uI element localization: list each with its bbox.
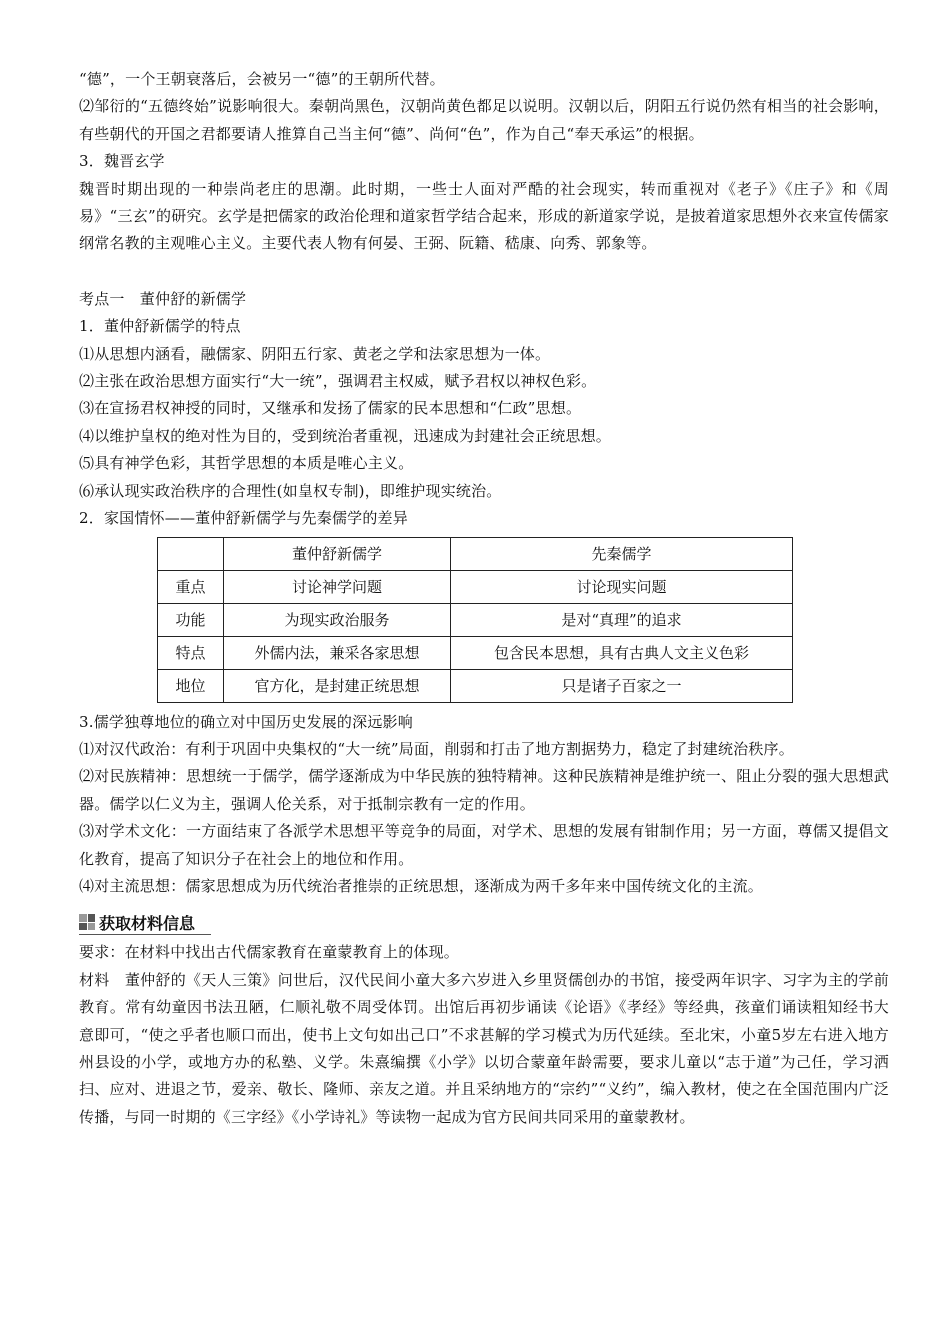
table-cell: 重点 xyxy=(158,570,224,603)
material-text: 材料 董仲舒的《天人三策》问世后，汉代民间小童大多六岁进入乡里贤儒创办的书馆，接受两年识字、习字为主的学前教育。常有幼童因书法丑陋，仁顺礼敬不周受体罚。出馆后再初步诵读《论语》《孝经》等经典，孩童们诵读粗知经书大意即可，“使之乎者也顺口而出，使书上文句如出己口”不求甚解的学习模式为历代延续。至北宋，小童5岁左右进入地方州县设的小学，或地方办的私塾、义学。朱熹编撰《小学》以切合蒙童年龄需要，要求儿童以“志于道”为己任，学习洒扫、应对、进退之节，爱亲、敬长、隆师、亲友之道。并且采纳地方的“宗约”“义约”，编入教材，使之在全国范围内广泛传播，与同一时期的《三字经》《小学诗礼》等读物一起成为官方民间共同采用的童蒙教材。 xyxy=(79,970,889,1126)
square-bullet-icon xyxy=(79,914,95,930)
paragraph: “德”，一个王朝衰落后，会被另一“德”的王朝所代替。 xyxy=(79,70,445,88)
paragraph: ⑵邹衍的“五德终始”说影响很大。秦朝尚黑色，汉朝尚黄色都足以说明。汉朝以后，阴阳五行说仍然有相当的社会影响，有些朝代的开国之君都要请人推算自己当主何“德”、尚何“色”，作为自己“奉天承运”的根据。 xyxy=(79,97,889,143)
table-cell: 是对“真理”的追求 xyxy=(451,603,793,636)
list-item: ⑹承认现实政治秩序的合理性(如皇权专制)，即维护现实统治。 xyxy=(79,481,502,500)
list-item: ⑵主张在政治思想方面实行“大一统”，强调君主权威，赋予君权以神权色彩。 xyxy=(79,372,597,391)
table-cell: 外儒内法，兼采各家思想 xyxy=(224,636,451,669)
list-item: ⑶在宣扬君权神授的同时，又继承和发扬了儒家的民本思想和“仁政”思想。 xyxy=(79,399,582,418)
table-cell: 为现实政治服务 xyxy=(224,603,451,636)
table-cell: 包含民本思想，具有古典人文主义色彩 xyxy=(451,636,793,669)
spacer xyxy=(79,258,889,286)
paragraph: 魏晋时期出现的一种崇尚老庄的思潮。此时期，一些士人面对严酷的社会现实，转而重视对《老子》《庄子》和《周易》“三玄”的研究。玄学是把儒家的政治伦理和道家哲学结合起来，形成的新道家学说，是披着道家思想外衣来宣传儒家纲常名教的主观唯心主义。主要代表人物有何晏、王弼、阮籍、嵇康、向秀、郭象等。 xyxy=(79,179,889,253)
list-item: ⑶对学术文化：一方面结束了各派学术思想平等竞争的局面，对学术、思想的发展有钳制作用；另一方面，尊儒又提倡文化教育，提高了知识分子在社会上的地位和作用。 xyxy=(79,822,889,868)
list-item: ⑴从思想内涵看，融儒家、阴阳五行家、黄老之学和法家思想为一体。 xyxy=(79,344,551,363)
table-row xyxy=(158,636,793,669)
section-title: 考点一 董仲舒的新儒学 xyxy=(79,289,247,308)
table-header-cell xyxy=(158,537,224,570)
table-cell: 特点 xyxy=(158,636,224,669)
table-cell: 地位 xyxy=(158,669,224,702)
table-row xyxy=(158,603,793,636)
subsection-title: 3.儒学独尊地位的确立对中国历史发展的深远影响 xyxy=(79,712,413,731)
requirement-text: 要求：在材料中找出古代儒家教育在童蒙教育上的体现。 xyxy=(79,943,460,962)
material-heading xyxy=(79,910,211,935)
subsection-title: 1．董仲舒新儒学的特点 xyxy=(79,317,241,336)
list-item: ⑴对汉代政治：有利于巩固中央集权的“大一统”局面，削弱和打击了地方割据势力，稳定了封建统治秩序。 xyxy=(79,739,794,758)
table-cell: 功能 xyxy=(158,603,224,636)
table-header-cell: 董仲舒新儒学 xyxy=(224,537,451,570)
table-row xyxy=(158,669,793,702)
comparison-table xyxy=(157,537,793,703)
table-header-cell: 先秦儒学 xyxy=(451,537,793,570)
document-page xyxy=(79,66,889,1131)
paragraph: 3．魏晋玄学 xyxy=(79,152,165,171)
table-cell: 讨论现实问题 xyxy=(451,570,793,603)
material-heading-label: 获取材料信息 xyxy=(99,913,196,933)
list-item: ⑷以维护皇权的绝对性为目的，受到统治者重视，迅速成为封建社会正统思想。 xyxy=(79,426,612,445)
subsection-title: 2．家国情怀——董仲舒新儒学与先秦儒学的差异 xyxy=(79,509,408,528)
table-cell: 只是诸子百家之一 xyxy=(451,669,793,702)
table-cell: 官方化，是封建正统思想 xyxy=(224,669,451,702)
table-header-row xyxy=(158,537,793,570)
table-row xyxy=(158,570,793,603)
list-item: ⑸具有神学色彩，其哲学思想的本质是唯心主义。 xyxy=(79,454,414,473)
list-item: ⑷对主流思想：儒家思想成为历代统治者推崇的正统思想，逐渐成为两千多年来中国传统文化的主流。 xyxy=(79,876,764,895)
list-item: ⑵对民族精神：思想统一于儒学，儒学逐渐成为中华民族的独特精神。这种民族精神是维护统一、阻止分裂的强大思想武器。儒学以仁义为主，强调人伦关系，对于抵制宗教有一定的作用。 xyxy=(79,767,889,813)
table-cell: 讨论神学问题 xyxy=(224,570,451,603)
